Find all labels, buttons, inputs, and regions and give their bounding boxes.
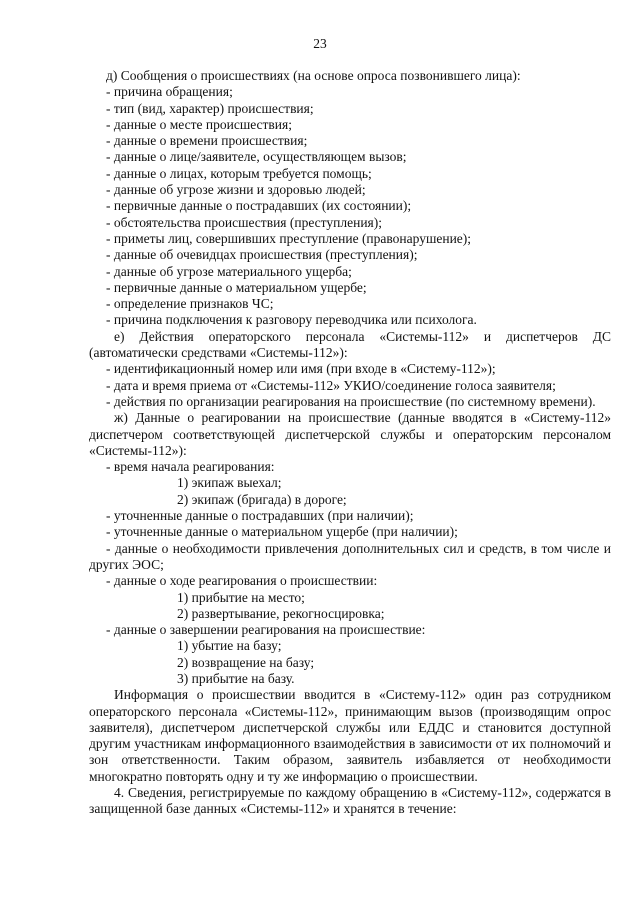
list-item: - обстоятельства происшествия (преступления); [106,214,383,230]
section-d-title: д) Сообщения о происшествиях (на основе опроса позвонившего лица): [106,68,521,83]
list-item: - уточненные данные о материальном ущербе (при наличии); [106,524,458,540]
sub-item: 1) прибытие на место; [177,589,305,605]
list-item: - первичные данные о материальном ущербе; [106,279,367,295]
list-item: - данные об угрозе материального ущерба; [106,263,352,279]
list-item: - первичные данные о пострадавших (их состоянии); [106,198,412,214]
list-item: - уточненные данные о пострадавших (при наличии); [106,508,414,524]
section-zh-title: ж) Данные о реагировании на происшествие (данные вводятся в «Систему-112» диспетчером соответствующей диспетчерской службы и операторским персоналом «Системы-112»): [89,410,611,458]
completion-label: - данные о завершении реагирования на происшествие: [106,622,426,638]
list-item: - данные об очевидцах происшествия (преступления); [106,247,418,263]
list-item: - тип (вид, характер) происшествия; [106,100,314,116]
sub-item: 3) прибытие на базу. [177,670,295,686]
info-paragraph: Информация о происшествии вводится в «Систему-112» один раз сотрудником операторского персонала «Системы-112», принимающим вызов (производящим опрос заявителя), диспетчером диспетчерской службы или ЕДДС и становится доступной другим участникам информационного взаимодействия в зависимости от их полномочий и зон ответственности. Таким образом, заявитель избавляется от необходимости многократно повторять одну и ту же информацию о происшествии. [89,687,611,784]
list-item: - приметы лиц, совершивших преступление (правонарушение); [106,230,472,246]
start-label: - время начала реагирования: [106,459,275,475]
sub-item: 1) убытие на базу; [177,638,282,654]
page-number: 23 [313,36,327,51]
list-item: - данные о времени происшествия; [106,133,308,149]
list-item: - действия по организации реагирования на происшествие (по системному времени). [106,393,596,409]
list-item: - данные об угрозе жизни и здоровью людей; [106,182,366,198]
list-item: - идентификационный номер или имя (при входе в «Систему-112»); [106,361,496,377]
list-item: - данные о лице/заявителе, осуществляющем вызов; [106,149,407,165]
list-item: - данные о необходимости привлечения дополнительных сил и средств, в том числе и других ЭОС; [89,540,611,572]
document-body [89,68,611,818]
list-item: - причина обращения; [106,84,233,100]
sub-item: 2) развертывание, рекогносцировка; [177,605,385,621]
list-item: - данные о месте происшествия; [106,116,292,132]
section-e-title: е) Действия операторского персонала «Системы-112» и диспетчеров ДС (автоматически средствами «Системы-112»): [89,328,611,361]
sub-item: 1) экипаж выехал; [177,475,282,491]
list-item: - причина подключения к разговору переводчика или психолога. [106,312,477,328]
sub-item: 2) экипаж (бригада) в дороге; [177,491,347,507]
list-item: - данные о лицах, которым требуется помощь; [106,165,372,181]
progress-label: - данные о ходе реагирования о происшествии: [106,573,378,589]
sub-item: 2) возвращение на базу; [177,654,315,670]
list-item: - определение признаков ЧС; [106,296,274,312]
point-4-paragraph: 4. Сведения, регистрируемые по каждому обращению в «Систему-112», содержатся в защищенной базе данных «Системы-112» и хранятся в течение: [89,785,611,817]
list-item: - дата и время приема от «Системы-112» УКИО/соединение голоса заявителя; [106,377,556,393]
